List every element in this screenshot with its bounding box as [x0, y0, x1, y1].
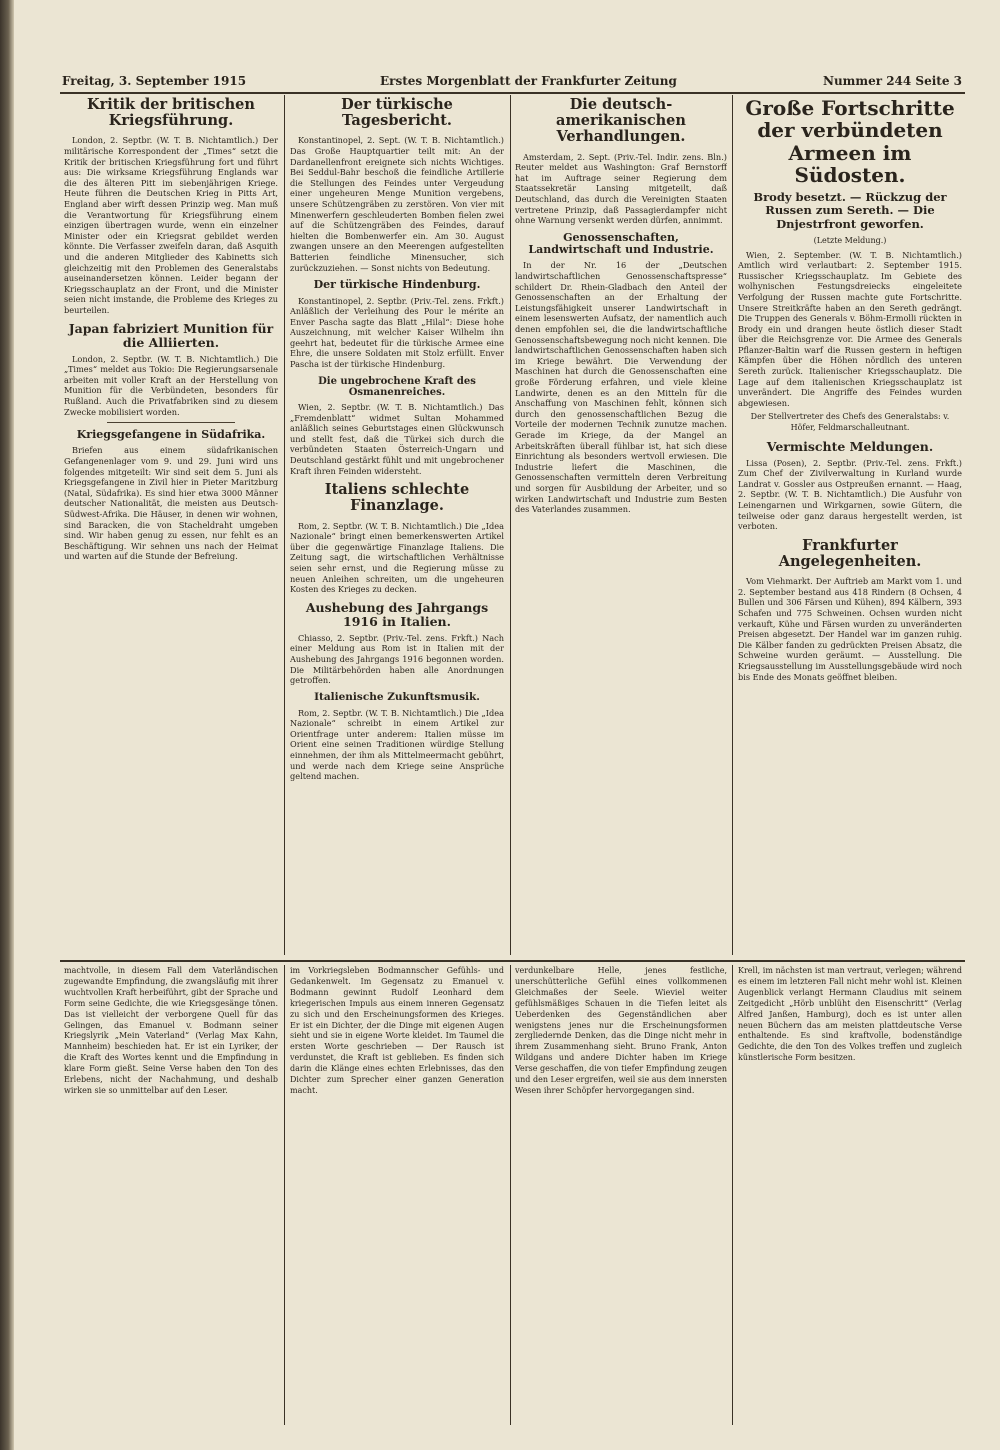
latest-report-label: (Letzte Meldung.) [813, 235, 887, 245]
feuilleton-column-2 [290, 966, 504, 1426]
headline-kriegsgefangene: Kriegsgefangene in Südafrika. [76, 428, 266, 442]
column-rule [510, 95, 511, 955]
column-rule [284, 95, 285, 955]
feuilleton-text-4: Krell, im nächsten ist man vertraut, verlegen; während es einem im letzteren Fall nicht mehr wohl ist. Kleinen Augenblick verlangt Hermann Claudius mit seinem Zeitgedicht „Hörb unblüht den Eisenschritt“ (Verlag Alfred Janßen, Hamburg), doch es ist unter allen neuen Büchern das am meisten plattdeutsche Verse enthaltende. Es sind kraftvolle, bodenständige Gedichte, die den Ton des Volkes treffen und zugleich künstlerische Form besitzen. [738, 966, 962, 1063]
header-date: Freitag, 3. September 1915 [62, 74, 247, 88]
feuilleton-rule [60, 960, 965, 962]
column-4 [738, 97, 962, 955]
headline-vermischte: Vermischte Meldungen. [766, 438, 934, 454]
article-italien-finanz-body: Rom, 2. Septbr. (W. T. B. Nichtamtlich.) Die „Idea Nazionale“ bringt einen bemerkenswerten Artikel über die gegenwärtige Finanzlage Italiens. Die Zeitung sagt, die wirtschaftlichen Verhältnisse seien sehr ernst, und die Regierung müsse zu neuen Anleihen schreiten, um die ungeheuren Kosten des Krieges zu decken. [290, 520, 504, 595]
column-rule [284, 965, 285, 1425]
article-kritik-body: London, 2. Septbr. (W. T. B. Nichtamtlich.) Der militärische Korrespondent der „Times“ setzt die Kritik der britischen Kriegsführung fort und führt aus: Die wirksame Kriegsführung Englands war die des älteren Pitt im siebenjährigen Kriege. Heute führen die Deutschen Krieg in Pitts Art, England aber wirft dessen Prinzip weg. Man muß die Verantwortung für Kriegsführung einem einzigen übertragen wurde, wenn ein einzelner Minister oder ein Kriegsrat gebildet werden könnte. Die Verfasser zweifeln daran, daß Asquith und die anderen Mitglieder des Kabinetts sich gleichzeitig mit den Problemen des Generalstabs auseinandersetzen können. Leider begann der Kriegsschauplatz an der Front, und die Minister seien nicht imstande, die Probleme des Krieges zu beurteilen. [64, 135, 278, 315]
article-tuerkisch-body: Konstantinopel, 2. Sept. (W. T. B. Nichtamtlich.) Das Große Hauptquartier teilt mit: An der Dardanellenfront ereignete sich nichts Wichtiges. Bei Seddul-Bahr beschoß die feindliche Artillerie die Stellungen des Feindes unter Vergeudung einer ungeheuren Menge Munition vergebens, unsere Schützengräben zu zerstören. Von vier mit Minenwerfern geschleuderten Bomben fielen zwei auf die Schützengräben des Feindes, darauf hielten die Bombenwerfer ein. Am 30. August zwangen unsere an den Meerengen aufgestellten Batterien feindliche Minensucher, sich zurückzuziehen. — Sonst nichts von Bedeutung. [290, 135, 504, 273]
headline-osmanenreich: Die ungebrochene Kraft des Osmanenreiches. [318, 375, 476, 398]
column-rule [732, 95, 733, 955]
feuilleton-text-3: verdunkelbare Helle, jenes festliche, unerschütterliche Gefühl eines vollkommenen Gleichmaßes der Seele. Wieviel weiter gefühlsmäßiges Schauen in die Tiefen leitet als Ueberdenken des Gegenständlichen aber wenigstens jenes nur die Erscheinungsformen zergliedernde Denken, das die Dinge nicht mehr in ihrem Zusammenhang sieht. Bruno Frank, Anton Wildgans und andere Dichter haben im Kriege Verse geschaffen, die von tiefer Empfindung zeugen und den Leser ergreifen, weil sie aus dem innersten Wesen ihrer Schöpfer hervorgegangen sind. [515, 966, 727, 1095]
feuilleton-text-2: im Vorkriegsleben Bodmannscher Gefühls- und Gedankenwelt. Im Gegensatz zu Emanuel v. Bodmann gewinnt Rudolf Leonhard dem kriegerischen Impuls aus einem inneren Gegensatz zu sich und den Erscheinungsformen des Krieges. Er ist ein Dichter, der die Dinge mit eigenen Augen sieht und sie in eigene Worte kleidet. Im Taumel die ersten Worte geschrieben — Der Rausch ist verdunstet, die Kraft ist geblieben. Es finden sich darin die Klänge eines echten Erlebnisses, das den Dichter zum Sprecher einer ganzen Generation macht. [290, 966, 504, 1095]
feuilleton-text-1: machtvolle, in diesem Fall dem Vaterländischen zugewandte Empfindung, die zwangsläufig mit ihrer wuchtvollen Kraft herbeiführt, gibt der Sprache und Form seine Gedichte, die wie Kriegsgesänge tönen. Das ist vielleicht der verborgene Quell für das Gelingen, das Emanuel v. Bodmann seiner Kriegslyrik „Mein Vaterland“ (Verlag Max Kahn, Mannheim) beschieden hat. Er ist ein Lyriker, der die Kraft des Wortes kennt und die Empfindung in klare Form gießt. Seine Verse haben den Ton des Erlebens, nicht der Nachahmung, und deshalb wirken sie so unmittelbar auf den Leser. [64, 966, 278, 1095]
binding-fold [0, 0, 14, 1450]
article-zukunftsmusik-body: Rom, 2. Septbr. (W. T. B. Nichtamtlich.) Die „Idea Nazionale“ schreibt in einem Artikel zur Orientfrage unter anderem: Italien müsse im Orient eine seinen Traditionen würdige Stellung einnehmen, der ihm als Mittelmeermacht gebührt, und werde nach dem Kriege seine Ansprüche geltend machen. [290, 707, 504, 782]
article-deutsch-amerikanisch-body: Amsterdam, 2. Sept. (Priv.-Tel. Indir. zens. Bln.) Reuter meldet aus Washington: Graf Bernstorff hat im Auftrage seiner Regierung dem Staatssekretär Lansing mitgeteilt, daß Deutschland, das durch die Vereinigten Staaten vertretene Prinzip, daß Passagierdampfer nicht ohne Warnung versenkt werden dürfen, annimmt. [515, 151, 727, 226]
headline-italien-finanz: Italiens schlechte Finanzlage. [324, 481, 470, 515]
column-rule [732, 965, 733, 1425]
article-fortschritte-body: Wien, 2. September. (W. T. B. Nichtamtlich.) Amtlich wird verlautbart: 2. September 1915. Russischer Kriegsschauplatz. Im Gebiete des wolhynischen Festungsdreiecks eingeleitete Verfolgung der Russen machte gute Fortschritte. Unsere Streitkräfte haben an den Sereth gedrängt. Die Truppen des Generals v. Böhm-Ermolli rückten in Brody ein und drangen heute östlich dieser Stadt über die Reichsgrenze vor. Die Armee des Generals Pflanzer-Baltin warf die Russen gestern in heftigen Kämpfen über die Höhen nördlich des unteren Sereth zurück. Italienischer Kriegsschauplatz. Die Lage auf dem italienischen Kriegsschauplatz ist unverändert. Die Angriffe des Feindes wurden abgewiesen. [738, 249, 962, 408]
signature: Der Stellvertreter des Chefs des Generalstabs: v. Höfer, Feldmarschalleutnant. [750, 412, 950, 433]
article-osmanenreich-body: Wien, 2. Septbr. (W. T. B. Nichtamtlich.) Das „Fremdenblatt“ widmet Sultan Mohammed anläßlich seines Geburtstages einen Glückwunsch und stellt fest, daß die Türkei sich durch die verbündeten Staaten Österreich-Ungarn und Deutschland gestärkt fühlt und mit ungebrochener Kraft ihren Feinden widersteht. [290, 402, 504, 476]
header-paper: Erstes Morgenblatt der Frankfurter Zeitung [380, 74, 677, 88]
feuilleton-column-4 [738, 966, 962, 1426]
article-aushebung-body: Chiasso, 2. Septbr. (Priv.-Tel. zens. Frkft.) Nach einer Meldung aus Rom ist in Italien mit der Aushebung des Jahrgangs 1916 begonnen worden. Die Militärbehörden haben alle Anordnungen getroffen. [290, 632, 504, 686]
article-japan-body: London, 2. Septbr. (W. T. B. Nichtamtlich.) Die „Times“ meldet aus Tokio: Die Regierungsarsenale arbeiten mit voller Kraft an der Herstellung von Munition für die Verbündeten, besonders für Rußland. Auch die Privatfabriken sind zu diesem Zwecke mobilisiert worden. [64, 353, 278, 417]
headline-aushebung: Aushebung des Jahrgangs 1916 in Italien. [305, 599, 489, 629]
headline-japan: Japan fabriziert Munition für die Alliierten. [68, 320, 274, 350]
article-angelegenheiten-body: Vom Viehmarkt. Der Auftrieb am Markt vom 1. und 2. September bestand aus 418 Rindern (8 Ochsen, 4 Bullen und 306 Färsen und Kühen), 894 Kälbern, 393 Schafen und 775 Schweinen. Ochsen wurden nicht verkauft, Kühe und Färsen wurden zu unveränderten Preisen abgesetzt. Der Handel war im ganzen ruhig. Die Kälber fanden zu gedrückten Preisen Absatz, die Schweine wurden geräumt. — Ausstellung. Die Kriegsausstellung im Ausstellungsgebäude wird noch bis Ende des Monats geöffnet bleiben. [738, 576, 962, 682]
column-3 [515, 97, 727, 955]
header-number: Nummer 244 Seite 3 [822, 74, 962, 88]
header-rule [60, 92, 965, 94]
headline-genossenschaften: Genossenschaften, Landwirtschaft und Industrie. [528, 230, 714, 257]
headline-kritik: Kritik der britischen Kriegsführung. [87, 97, 255, 130]
headline-fortschritte: Große Fortschritte der verbündeten Armeen im Südosten. [745, 97, 955, 188]
article-hindenburg-body: Konstantinopel, 2. Septbr. (Priv.-Tel. zens. Frkft.) Anläßlich der Verleihung des Pour le mérite an Enver Pascha sagte das Blatt „Hilal“: Diese hohe Auszeichnung, mit welcher Kaiser Wilhelm ihn geehrt hat, bedeutet für die türkische Armee eine Ehre, die unsere Soldaten mit Stolz erfüllt. Enver Pascha ist der türkische Hindenburg. [290, 295, 504, 370]
headline-tuerkisch: Der türkische Tagesbericht. [341, 97, 453, 130]
feuilleton-column-3 [515, 966, 727, 1426]
deck-brody: Brody besetzt. — Rückzug der Russen zum Sereth. — Die Dnjestrfront geworfen. [753, 189, 947, 232]
column-rule [510, 965, 511, 1425]
headline-deutsch-amerikanisch: Die deutsch-amerikanischen Verhandlungen. [556, 97, 686, 146]
feuilleton-column-1 [64, 966, 278, 1426]
headline-zukunftsmusik: Italienische Zukunftsmusik. [314, 690, 480, 703]
headline-angelegenheiten: Frankfurter Angelegenheiten. [778, 536, 922, 571]
article-vermischte-body: Lissa (Posen), 2. Septbr. (Priv.-Tel. zens. Frkft.) Zum Chef der Zivilverwaltung in Kurland wurde Landrat v. Gossler aus Ostpreußen ernannt. — Haag, 2. Septbr. (W. T. B. Nichtamtlich.) Die Ausfuhr von Leinengarnen und Wirkgarnen, sowie Gütern, die teilweise oder ganz daraus hergestellt werden, ist verboten. [738, 457, 962, 532]
separator [107, 422, 235, 423]
article-kriegsgefangene-body: Briefen aus einem südafrikanischen Gefangenenlager vom 9. und 29. Juni wird uns folgendes mitgeteilt: Wir sind seit dem 5. Juni als Kriegsgefangene in Zivil hier in Pieter Maritzburg (Natal, Südafrika). Es sind hier etwa 3000 Männer deutscher Nationalität, die meisten aus Deutsch-Südwest-Afrika. Die Häuser, in denen wir wohnen, sind Baracken, die von Stacheldraht umgeben sind. Wir haben genug zu essen, nur fehlt es an Beschäftigung. Wir sehnen uns nach der Heimat und warten auf die Stunde der Befreiung. [64, 445, 278, 562]
headline-hindenburg: Der türkische Hindenburg. [313, 278, 481, 292]
article-genossenschaften-body: In der Nr. 16 der „Deutschen landwirtschaftlichen Genossenschaftspresse“ schildert Dr. Rhein-Gladbach den Anteil der Genossenschaften an der Erhaltung der Leistungsfähigkeit unserer Landwirtschaft in einem lesenswerten Aufsatz, der namentlich auch denen empfohlen sei, die die landwirtschaftliche Genossenschaftsbewegung noch nicht kennen. Die landwirtschaftlichen Genossenschaften haben sich im Kriege bewährt. Die Verwendung der Maschinen hat durch die Genossenschaften eine große Förderung erfahren, und viele kleine Landwirte, denen es an den Mitteln für die Anschaffung von Maschinen fehlt, können sich durch den genossenschaftlichen Bezug die Vorteile der modernen Technik zunutze machen. Gerade im Kriege, da der Mangel an Arbeitskräften überall fühlbar ist, hat sich diese Einrichtung als besonders wertvoll erwiesen. Die Industrie liefert die Maschinen, die Genossenschaften vermitteln deren Verbreitung und sorgen für Ausbildung der Arbeiter, und so wirken Landwirtschaft und Industrie zum Besten des Vaterlandes zusammen. [515, 260, 727, 515]
page-header [62, 74, 962, 92]
column-1 [64, 97, 278, 955]
column-2 [290, 97, 504, 955]
